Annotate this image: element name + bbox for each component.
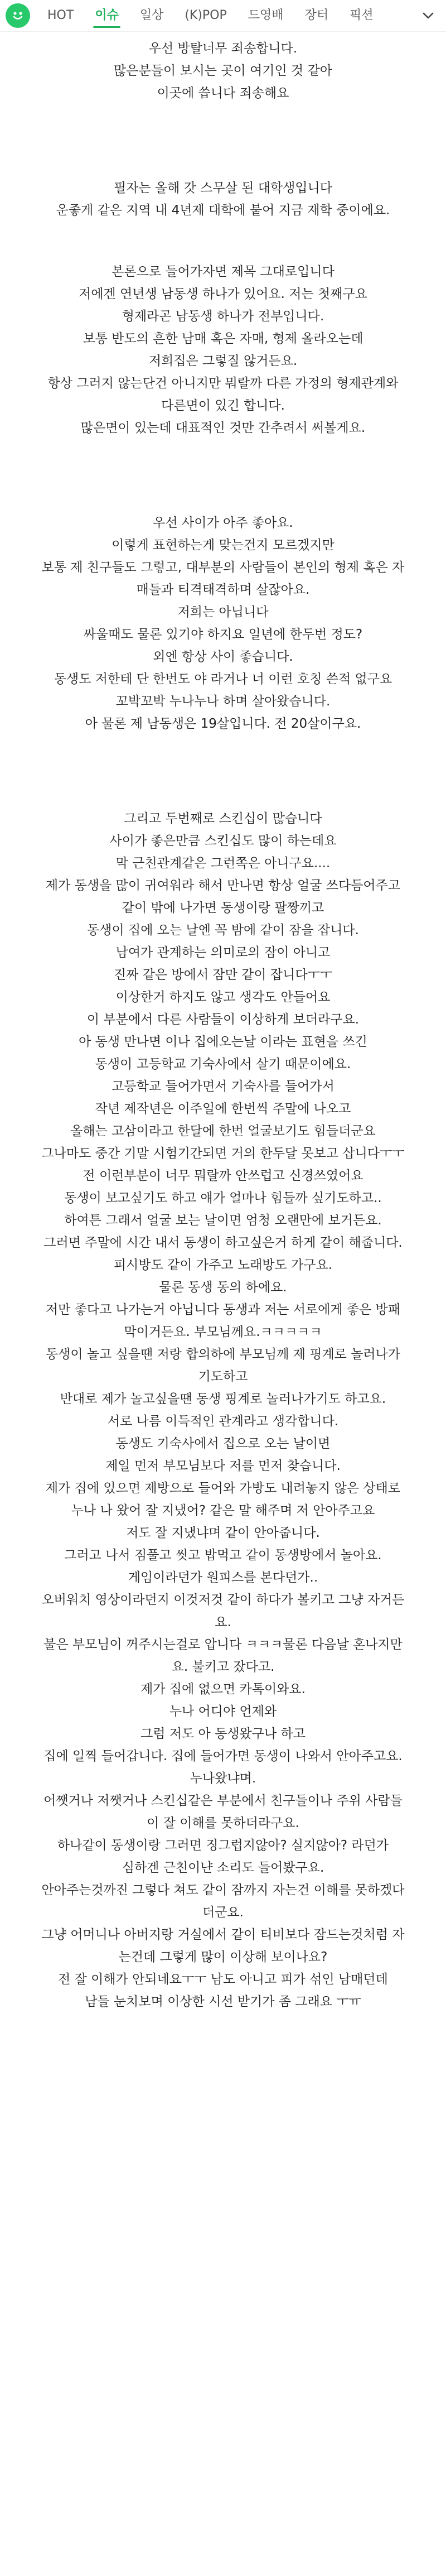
post-text-line: 항상 그러지 않는단건 아니지만 뭐랄까 다른 가정의 형제관계와 — [47, 376, 399, 391]
post-text-line: 동생도 기숙사에서 집으로 오는 날이면 — [115, 1436, 331, 1451]
post-text-line: 막이거든요. 부모님께요.ㅋㅋㅋㅋㅋ — [124, 1325, 322, 1339]
post-text-line: 누나왔냐며. — [190, 1771, 256, 1786]
post-text-line: 서로 나름 이득적인 관계라고 생각합니다. — [107, 1414, 339, 1429]
post-text-line: 같이 밖에 나가면 동생이랑 팔짱끼고 — [122, 901, 324, 915]
post-text-line: 그럼 저도 아 동생왔구나 하고 — [140, 1727, 306, 1741]
tab-2[interactable]: 일상 — [139, 8, 164, 22]
post-text-line: 이렇게 표현하는게 맞는건지 모르겠지만 — [112, 538, 334, 552]
post-text-line: 제가 집에 없으면 카톡이와요. — [140, 1682, 306, 1696]
post-text-line: 고등학교 들어가면서 기숙사를 들어가서 — [112, 1079, 334, 1094]
post-text-line: 작년 제작년은 이주일에 한번씩 주말에 나오고 — [95, 1102, 351, 1116]
post-text-line: 다른면이 있긴 합니다. — [161, 398, 285, 413]
post-text-line: 동생이 놀고 싶을땐 저랑 합의하에 부모님께 제 핑계로 놀러나가 — [45, 1347, 401, 1362]
post-text-line: 그나마도 중간 기말 시험기간되면 거의 한두달 못보고 삽니다ㅜㅜ — [41, 1146, 405, 1161]
tab-3[interactable]: (K)POP — [185, 8, 227, 22]
post-text-line: 필자는 올해 갓 스무살 된 대학생입니다 — [113, 181, 333, 195]
post-text-line: 누나 어디야 언제와 — [169, 1704, 277, 1719]
post-text-line: 아 동생 만나면 이나 집에오는날 이라는 표현을 쓰긴 — [79, 1035, 367, 1049]
post-text-line: 그냥 어머니나 아버지랑 거실에서 같이 티비보다 잠드는것처럼 자 — [41, 1928, 405, 1942]
post-text-line: 저희집은 그렇질 않거든요. — [148, 354, 298, 368]
post-text-line: 동생이 고등학교 기숙사에서 살기 때문이에요. — [95, 1057, 351, 1071]
post-text-line: 제가 동생을 많이 귀여워라 해서 만나면 항상 얼굴 쓰다듬어주고 — [45, 878, 401, 893]
chevron-down-icon — [422, 12, 434, 20]
post-text-line: 외엔 항상 사이 좋습니다. — [153, 650, 293, 664]
post-text-line: 이 부분에서 다른 사람들이 이상하게 보더라구요. — [86, 1012, 360, 1027]
post-text-line: 보통 제 친구들도 그렇고, 대부분의 사람들이 본인의 형제 혹은 자 — [41, 560, 405, 575]
post-text-line: 이상한거 하지도 않고 생각도 안들어요 — [115, 990, 331, 1005]
post-text-line: 올해는 고삼이라고 한달에 한번 얼굴보기도 힘들더군요 — [70, 1124, 376, 1138]
post-text-line: 꼬박꼬박 누나누나 하며 살아왔습니다. — [115, 694, 331, 709]
post-text-line: 아 물론 제 남동생은 19살입니다. 전 20살이구요. — [85, 717, 361, 731]
post-text-line: 반대로 제가 놀고싶을땐 동생 핑계로 놀러나가기도 하고요. — [60, 1392, 386, 1406]
more-tabs-button[interactable] — [417, 4, 439, 27]
post-text-line: 이곳에 씁니다 죄송해요 — [157, 86, 289, 100]
post-text-line: 막 근친관계같은 그런쪽은 아니구요.... — [115, 856, 331, 871]
post-text-line: 그리고 두번째로 스킨십이 많습니다 — [124, 811, 322, 826]
post-text-line: 불은 부모님이 꺼주시는걸로 압니다 ㅋㅋㅋ물론 다음날 혼나지만 — [43, 1637, 403, 1652]
post-text-line: 제가 집에 있으면 제방으로 들어와 가방도 내려놓지 않은 상태로 — [45, 1481, 401, 1496]
post-text-line: 요. — [215, 1615, 231, 1630]
post-text-line: 우선 사이가 아주 좋아요. — [153, 516, 293, 530]
post-text-line: 형제라곤 남동생 하나가 전부입니다. — [122, 309, 324, 324]
tab-1[interactable]: 이슈 — [84, 0, 129, 31]
post-text-line: 남들 눈치보며 이상한 시선 받기가 좀 그래요 ㅜㅠ — [85, 1995, 361, 2009]
post-text-line: 그러면 주말에 시간 내서 동생이 하고싶은거 하게 같이 해줍니다. — [43, 1236, 403, 1250]
post-text-line: 요. 불키고 잤다고. — [171, 1660, 275, 1674]
post-text-line: 이 잘 이해를 못하더라구요. — [147, 1816, 299, 1830]
post-text-line: 보통 반도의 흔한 남매 혹은 자매, 형제 올라오는데 — [83, 331, 363, 346]
post-text-line: 그러고 나서 짐풀고 씻고 밥먹고 같이 동생방에서 놀아요. — [64, 1548, 382, 1563]
post-paragraph — [9, 512, 437, 735]
post-text-line: 집에 일찍 들어갑니다. 집에 들어가면 동생이 나와서 안아주고요. — [43, 1749, 403, 1763]
post-text-line: 우선 방탈너무 죄송합니다. — [148, 41, 298, 56]
top-nav — [0, 0, 446, 32]
post-text-line: 전 이런부분이 너무 뭐랄까 안쓰럽고 신경쓰였어요 — [83, 1169, 363, 1183]
post-paragraph — [9, 808, 437, 2013]
post-text-line: 저도 잘 지냈냐며 같이 안아줍니다. — [126, 1526, 320, 1540]
post-body — [0, 32, 446, 2013]
post-text-line: 어쨋거나 저쨋거나 스킨십같은 부분에서 친구들이나 주위 사람들 — [43, 1794, 403, 1808]
post-text-line: 동생도 저한테 단 한번도 야 라거나 너 이런 호칭 쓴적 없구요 — [54, 672, 392, 686]
post-text-line: 많은면이 있는데 대표적인 것만 간추려서 써볼게요. — [80, 421, 366, 435]
paragraph-spacer — [9, 735, 437, 808]
post-text-line: 더군요. — [202, 1905, 244, 1920]
tab-6[interactable]: 픽션 — [350, 8, 374, 22]
home-logo-button[interactable] — [6, 3, 30, 28]
paragraph-spacer — [9, 222, 437, 261]
tab-0[interactable]: HOT — [47, 8, 74, 22]
post-text-line: 게임이라던가 원피스를 본다던가.. — [128, 1570, 318, 1585]
post-text-line: 하여튼 그래서 얼굴 보는 날이면 엄청 오랜만에 보거든요. — [64, 1213, 382, 1228]
post-text-line: 기도하고 — [198, 1369, 248, 1384]
post-text-line: 본론으로 들어가자면 제목 그대로입니다 — [112, 265, 334, 279]
post-text-line: 하나같이 동생이랑 그러면 징그럽지않아? 실지않아? 라던가 — [57, 1838, 389, 1853]
smile-icon — [9, 7, 26, 24]
post-text-line: 저만 좋다고 나가는거 아닙니다 동생과 저는 서로에게 좋은 방패 — [45, 1303, 401, 1317]
post-text-line: 심하겐 근친이냔 소리도 들어봤구요. — [122, 1861, 324, 1875]
post-text-line: 사이가 좋은만큼 스킨십도 많이 하는데요 — [109, 834, 337, 848]
post-text-line: 싸울때도 물론 있기야 하지요 일년에 한두번 정도? — [83, 627, 363, 642]
post-text-line: 피시방도 같이 가주고 노래방도 가구요. — [113, 1258, 333, 1272]
post-paragraph — [9, 177, 437, 222]
post-text-line: 진짜 같은 방에서 잠만 같이 잡니다ㅜㅜ — [113, 968, 333, 982]
post-text-line: 남여가 관계하는 의미로의 잠이 아니고 — [115, 945, 331, 960]
post-text-line: 매들과 티격태격하며 살잖아요. — [136, 583, 310, 597]
post-paragraph — [9, 261, 437, 439]
post-text-line: 전 잘 이해가 안되네요ㅜㅜ 남도 아니고 피가 섞인 남매던데 — [58, 1972, 388, 1987]
post-paragraph — [9, 37, 437, 104]
post-text-line: 는건데 그렇게 많이 이상해 보이나요? — [118, 1950, 328, 1964]
post-text-line: 운좋게 같은 지역 내 4년제 대학에 붙어 지금 재학 중이에요. — [56, 203, 390, 218]
post-text-line: 제일 먼저 부모님보다 저를 먼저 찾습니다. — [105, 1459, 341, 1473]
post-text-line: 동생이 집에 오는 날엔 꼭 밤에 같이 잠을 잡니다. — [87, 923, 359, 938]
post-text-line: 오버워치 영상이라던지 이것저것 같이 하다가 볼키고 그냥 자거든 — [41, 1593, 405, 1607]
tab-4[interactable]: 드영배 — [248, 8, 284, 22]
post-text-line: 동생이 보고싶기도 하고 얘가 얼마나 힘들까 싶기도하고.. — [64, 1191, 382, 1205]
post-text-line: 물론 동생 동의 하에요. — [159, 1280, 287, 1295]
tab-5[interactable]: 장터 — [304, 8, 329, 22]
post-text-line: 많은분들이 보시는 곳이 여기인 것 같아 — [113, 64, 333, 78]
post-text-line: 누나 나 왔어 잘 지냈어? 같은 말 해주며 저 안아주고요 — [71, 1503, 375, 1518]
paragraph-spacer — [9, 439, 437, 512]
post-text-line: 저희는 아닙니다 — [177, 605, 269, 619]
post-text-line: 안아주는것까진 그렇다 쳐도 같이 잠까지 자는건 이해를 못하겠다 — [41, 1883, 405, 1897]
category-tabs — [37, 0, 417, 31]
paragraph-spacer — [9, 104, 437, 177]
post-text-line: 저에겐 연년생 남동생 하나가 있어요. 저는 첫째구요 — [79, 287, 367, 301]
